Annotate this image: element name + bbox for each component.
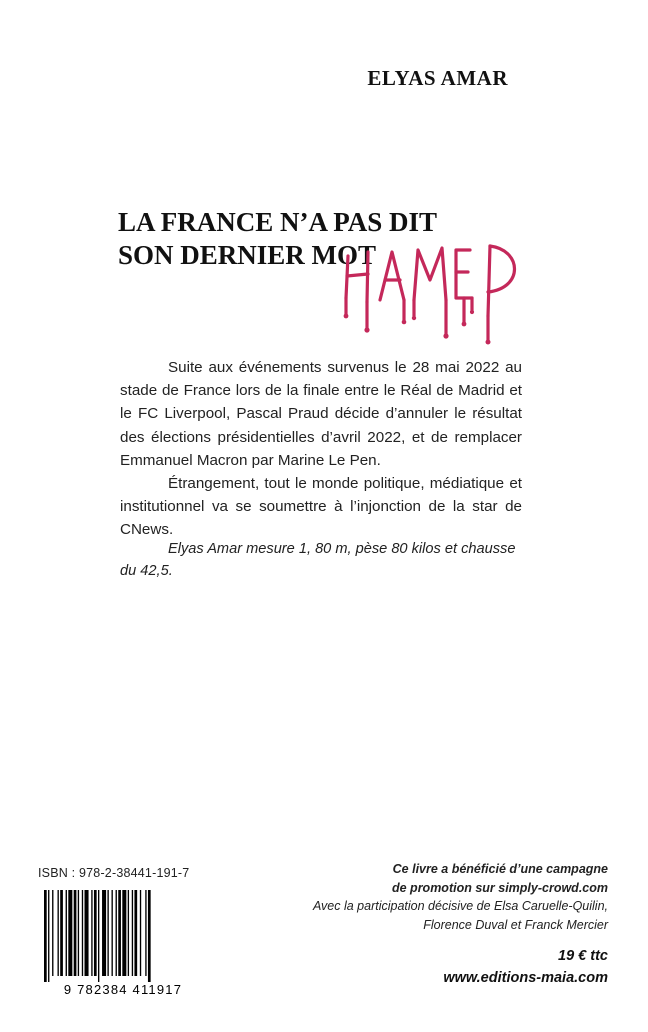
credits-line-4: Florence Duval et Franck Mercier (423, 917, 608, 932)
barcode-bar (107, 890, 108, 976)
barcode-bar (91, 890, 92, 976)
title-line-2: SON DERNIER MOT (118, 240, 377, 270)
barcode-bar (82, 890, 83, 976)
barcode-bar (112, 890, 113, 976)
barcode-bar (66, 890, 67, 976)
barcode-bar (44, 890, 47, 982)
handwritten-hamed-drip-logo (338, 236, 528, 346)
credits-line-1: Ce livre a bénéficié d’une campagne (392, 862, 608, 876)
barcode-bar (140, 890, 141, 976)
barcode-digits: 9 782384 411917 (63, 982, 183, 997)
barcode-bar (98, 890, 99, 982)
credits-line-2: de promotion sur simply-crowd.com (392, 880, 608, 895)
back-cover-summary (120, 356, 522, 542)
price: 19 € ttc (558, 948, 608, 964)
title-line-1: LA FRANCE N’A PAS DIT (118, 207, 438, 237)
barcode-bar (148, 890, 151, 982)
summary-paragraph-1: Suite aux événements survenus le 28 mai 2022 au stade de France lors de la finale entre le Réal de Madrid et le FC Liverpool, Pascal Praud décide d’annuler le résultat des élections présidentielles d’avril 2022, et de remplacer Emmanuel Macron par Marine Le Pen. (120, 359, 522, 469)
barcode-bar (128, 890, 129, 976)
author-name: ELYAS AMAR (367, 66, 508, 90)
publisher-website: www.editions-maia.com (443, 970, 608, 986)
credits-line-3: Avec la participation décisive de Elsa Caruelle-Quilin, (312, 899, 608, 913)
barcode-bar (145, 890, 146, 976)
barcode-bar (116, 890, 117, 976)
barcode-bar (60, 890, 63, 976)
author-bio: Elyas Amar mesure 1, 80 m, pèse 80 kilos et chausse du 42,5. (120, 541, 516, 579)
summary-paragraph-2: Étrangement, tout le monde politique, médiatique et institutionnel va se soumettre à l’injonction de la star de CNews. (120, 475, 522, 539)
barcode-bar (132, 890, 133, 976)
isbn-label: ISBN : 978-2-38441-191-7 (38, 866, 190, 880)
barcode-bar (118, 890, 121, 976)
barcode-bar (48, 890, 49, 982)
barcode (38, 888, 208, 998)
barcode-bar (102, 890, 106, 976)
barcode-bar (58, 890, 59, 976)
barcode-bar (68, 890, 72, 976)
barcode-bar (122, 890, 126, 976)
barcode-bar (74, 890, 77, 976)
barcode-bar (52, 890, 53, 976)
barcode-bar (78, 890, 79, 976)
barcode-bar (134, 890, 137, 976)
barcode-bar (94, 890, 97, 976)
barcode-bar (85, 890, 89, 976)
credits-block (248, 860, 608, 934)
